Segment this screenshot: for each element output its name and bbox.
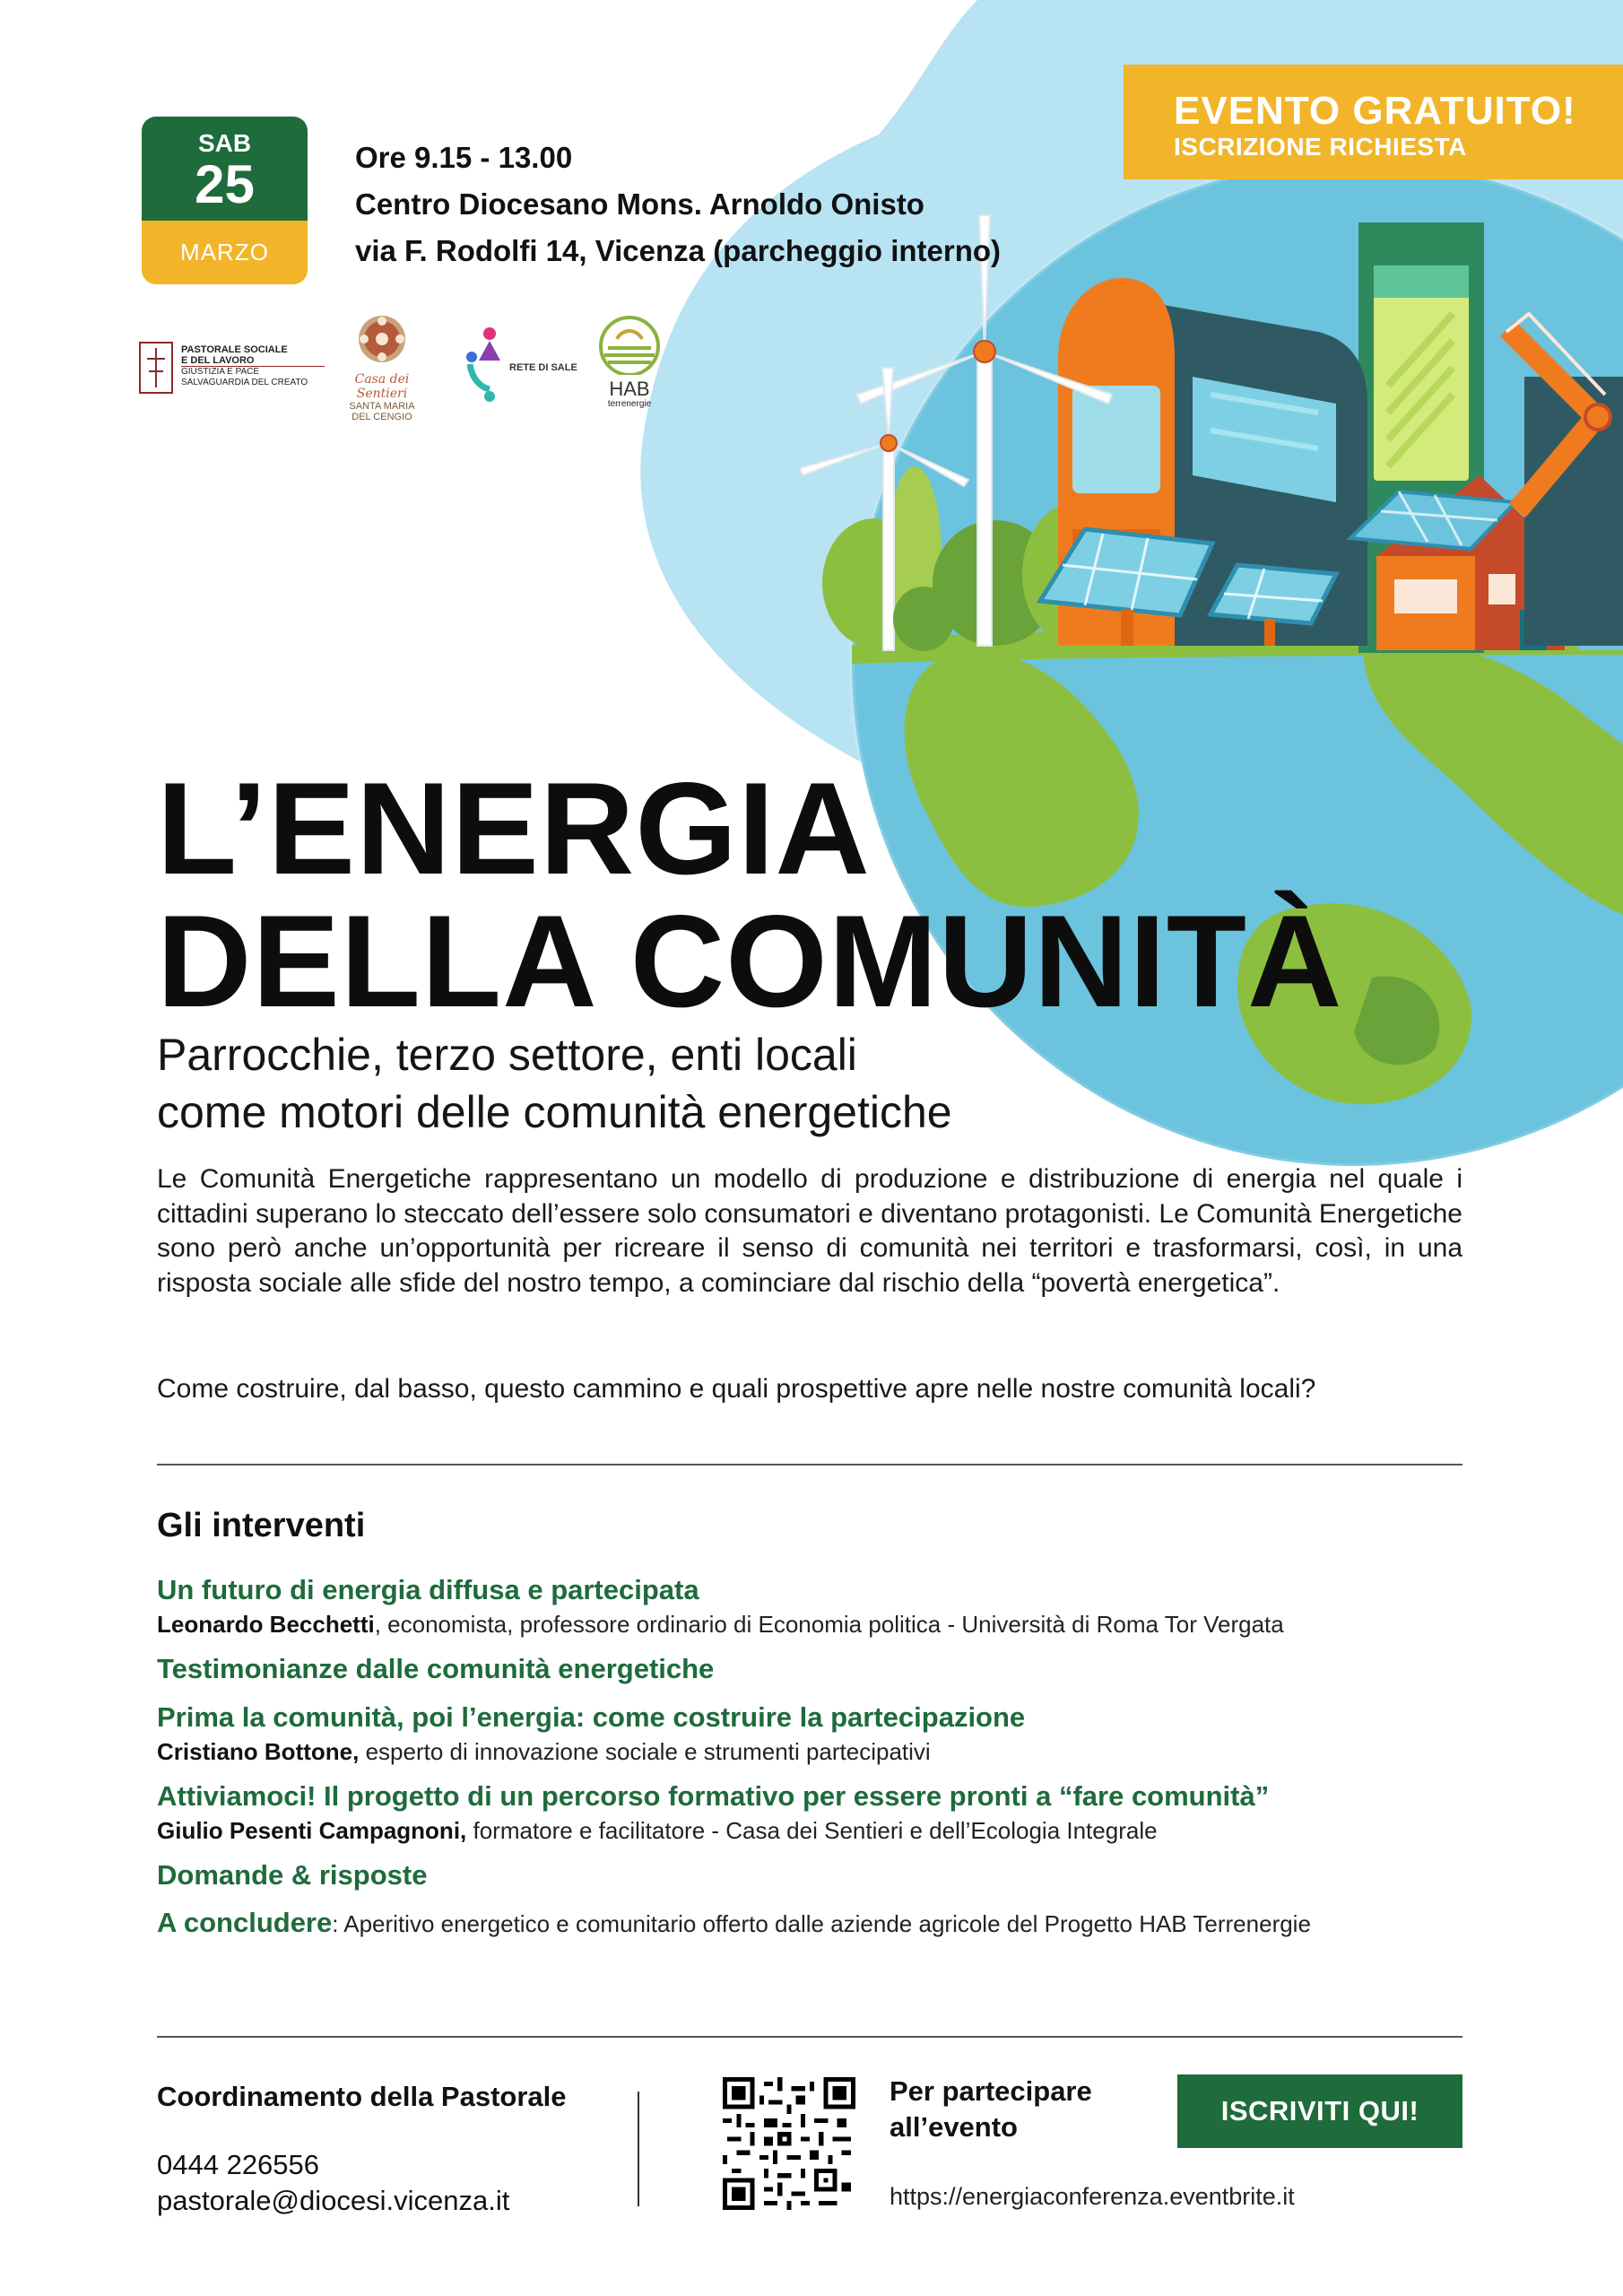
flower-icon [351, 310, 413, 368]
conclusion-line [157, 1905, 1502, 1942]
free-event-banner [1124, 65, 1623, 179]
event-info [355, 135, 1001, 274]
talk-speaker-line [157, 1736, 1502, 1767]
speaker-name: Cristiano Bottone, [157, 1738, 360, 1765]
sentieri-line2: DEL CENGIO [352, 412, 412, 422]
pastorale-line1: PASTORALE SOCIALE [181, 344, 288, 355]
date-badge [142, 117, 308, 284]
talk-item [157, 1650, 1502, 1688]
event-venue: Centro Diocesano Mons. Arnoldo Onisto [355, 187, 924, 221]
divider-top [157, 1464, 1462, 1465]
registration-required: ISCRIZIONE RICHIESTA [1174, 133, 1467, 161]
hab-logo [592, 312, 667, 410]
hab-sub: terrenergie [607, 399, 652, 409]
main-title [157, 755, 1343, 1034]
date-day-name: SAB [197, 129, 252, 157]
talk-title: Un futuro di energia diffusa e partecipata [157, 1574, 699, 1605]
talk-speaker-line [157, 1815, 1502, 1846]
pastorale-emblem-icon [138, 341, 174, 395]
sentieri-line1: SANTA MARIA [349, 401, 415, 412]
participate-line2: all’evento [890, 2111, 1018, 2143]
speaker-name: Leonardo Becchetti [157, 1611, 375, 1638]
people-icon [463, 325, 516, 414]
rete-di-sale-logo [463, 325, 597, 419]
registration-url[interactable]: https://energiaconferenza.eventbrite.it [890, 2183, 1295, 2210]
subtitle-line2: come motori delle comunità energetiche [157, 1087, 952, 1137]
pastorale-line2: E DEL LAVORO [181, 355, 325, 367]
talk-title: Testimonianze dalle comunità energetiche [157, 1653, 715, 1684]
talk-item [157, 1857, 1502, 1894]
talk-title: Domande & risposte [157, 1859, 428, 1891]
talks-heading: Gli interventi [157, 1507, 366, 1544]
talk-item [157, 1778, 1502, 1846]
main-title-line1: L’ENERGIA [157, 755, 871, 901]
email-address[interactable]: pastorale@diocesi.vicenza.it [157, 2185, 510, 2216]
register-button[interactable]: ISCRIVITI QUI! [1177, 2074, 1462, 2148]
question-paragraph: Come costruire, dal basso, questo cammino e quali prospettive apre nelle nostre comunità locali? [157, 1374, 1316, 1404]
pastorale-line3: GIUSTIZIA E PACE [181, 367, 260, 377]
event-address: via F. Rodolfi 14, Vicenza (parcheggio interno) [355, 234, 1002, 267]
intro-paragraph: Le Comunità Energetiche rappresentano un modello di produzione e distribuzione di energia nel quale i cittadini superano lo steccato dell’essere solo consumatori e diventano protagonisti. Le Comunità Energetiche sono però anche un’opportunità per ricreare il senso di comunità nei territori e trasformarsi, così, in una risposta sociale alle sfide del nostro tempo, a cominciare dal rischio della “povertà energetica”. [157, 1164, 1462, 1298]
date-month: MARZO [142, 221, 308, 284]
speaker-role: , economista, professore ordinario di Economia politica - Università di Roma Tor Vergata [374, 1611, 1284, 1638]
talk-title: Prima la comunità, poi l’energia: come costruire la partecipazione [157, 1701, 1026, 1733]
talk-item [157, 1571, 1502, 1639]
participate-line1: Per partecipare [890, 2075, 1092, 2107]
main-title-line2: DELLA COMUNITÀ [157, 888, 1343, 1034]
coordination-block [157, 2079, 567, 2219]
footer-separator [638, 2092, 639, 2206]
hab-name: HAB [609, 378, 650, 400]
talks-list [157, 1571, 1502, 1942]
pastorale-line4: SALVAGUARDIA DEL CREATO [181, 378, 308, 387]
date-day-number: 25 [195, 154, 255, 214]
rete-name: RETE DI SALE [509, 362, 577, 373]
field-icon [595, 312, 664, 375]
subtitle [157, 1026, 952, 1141]
event-time: Ore 9.15 - 13.00 [355, 141, 573, 174]
talk-title: Attiviamoci! Il progetto di un percorso formativo per essere pronti a “fare comunità” [157, 1780, 1270, 1812]
subtitle-line1: Parrocchie, terzo settore, enti locali [157, 1030, 857, 1080]
partner-logos [135, 305, 673, 430]
divider-bottom [157, 2036, 1462, 2038]
speaker-role: esperto di innovazione sociale e strumenti partecipativi [359, 1738, 931, 1765]
conclusion-label: A concludere [157, 1907, 333, 1938]
casa-sentieri-logo [328, 310, 436, 422]
free-event-title: EVENTO GRATUITO! [1174, 89, 1576, 133]
talk-item [157, 1699, 1502, 1767]
conclusion-text: : Aperitivo energetico e comunitario offerto dalle aziende agricole del Progetto HAB Terrenergie [332, 1910, 1311, 1937]
talk-speaker-line [157, 1609, 1502, 1639]
speaker-role: formatore e facilitatore - Casa dei Sentieri e dell’Ecologia Integrale [466, 1817, 1158, 1844]
qr-code[interactable] [723, 2077, 855, 2210]
speaker-name: Giulio Pesenti Campagnoni, [157, 1817, 467, 1844]
phone-number: 0444 226556 [157, 2149, 320, 2180]
coordination-title: Coordinamento della Pastorale [157, 2081, 567, 2112]
sentieri-name: Casa dei Sentieri [354, 372, 410, 401]
participate-text [890, 2074, 1092, 2145]
